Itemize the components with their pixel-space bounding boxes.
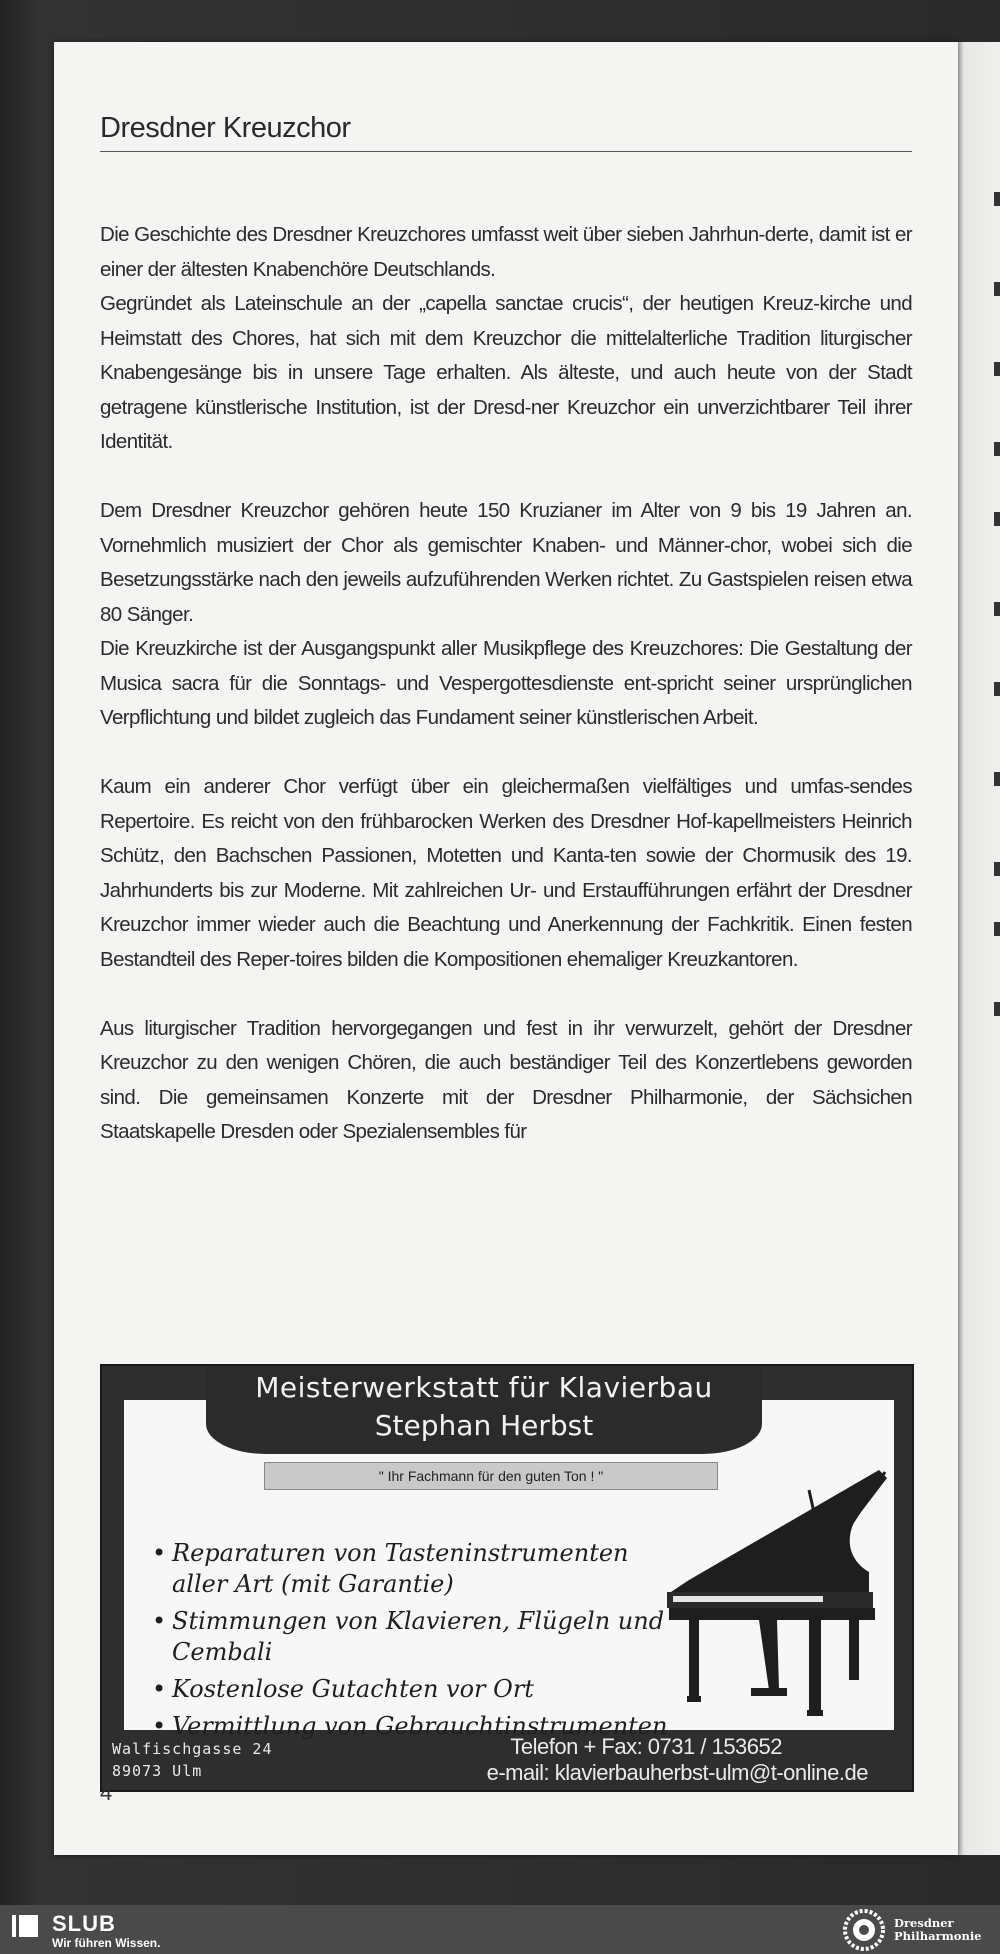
page-title: Dresdner Kreuzchor: [100, 112, 351, 144]
ad-street: Walfischgasse 24: [112, 1740, 273, 1758]
slub-name: SLUB: [52, 1911, 116, 1936]
piano-workshop-advertisement: [100, 1364, 914, 1792]
ad-phone: Telefon + Fax: 0731 / 153652: [510, 1734, 782, 1759]
grand-piano-icon: [659, 1460, 891, 1728]
ad-owner-name: Stephan Herbst: [374, 1409, 594, 1442]
paragraph: [100, 218, 912, 460]
page-number: 4: [100, 1780, 113, 1805]
paragraph: [100, 494, 912, 736]
philharmonie-name-line1: Dresdner: [894, 1916, 954, 1930]
philharmonie-emblem-icon: [840, 1908, 888, 1952]
ad-contact: [487, 1734, 868, 1786]
philharmonie-name-line2: Philharmonie: [894, 1929, 982, 1943]
paragraph-text: Die Kreuzkirche ist der Ausgangspunkt aller Musikpflege des Kreuzchores: Die Gestaltung der Musica sacra für die Sonntags- und Vespergottesdienste ent-spricht seiner ursprünglichen Verpflichtung und bildet zugleich das Fundament seiner künstlerischen Arbeit.: [100, 637, 912, 729]
document-page: [54, 42, 958, 1855]
ad-services-list: [152, 1538, 672, 1748]
paragraph-text: Gegründet als Lateinschule an der „capella sanctae crucis“, der heutigen Kreuz-kirche und Heimstatt des Chores, hat sich mit dem Kreuzchor die mittelalterliche Tradition liturgischer Knabengesänge bis in unsere Tage erhalten. Als älteste, und auch heute von der Stadt getragene künstlerische Institution, ist der Dresd-ner Kreuzchor ein unverzichtbarer Teil ihrer Identität.: [100, 292, 912, 453]
ad-service-item: • Reparaturen von Tasteninstrumenten aller Art (mit Garantie): [152, 1538, 672, 1600]
ad-title-banner: [206, 1366, 762, 1454]
ad-city: 89073 Ulm: [112, 1762, 203, 1780]
dresdner-philharmonie-logo[interactable]: [840, 1908, 1000, 1952]
paragraph-text: Kaum ein anderer Chor verfügt über ein gleichermaßen vielfältiges und umfas-sendes Repertoire. Es reicht von den frühbarocken Werken des Dresdner Hof-kapellmeisters Heinrich Schütz, den Bachschen Passionen, Motetten und Kanta-ten sowie der Chormusik des 19. Jahrhunderts bis zur Moderne. Mit zahlreichen Ur- und Erstaufführungen erfährt der Dresdner Kreuzchor immer wieder auch die Beachtung und Anerkennung der Fachkritik. Einen festen Bestandteil des Reper-toires bilden die Kompositionen ehemaliger Kreuzkantoren.: [100, 775, 912, 971]
ad-title: Meisterwerkstatt für Klavierbau: [255, 1371, 713, 1404]
page-header: [100, 112, 912, 152]
adjacent-page-edge: [958, 42, 1000, 1855]
paragraph-text: Aus liturgischer Tradition hervorgegangen und fest in ihr verwurzelt, gehört der Dresdner Kreuzchor zu den wenigen Chören, die auch beständiger Teil des Konzertlebens geworden sind. Die gemeinsamen Konzerte mit der Dresdner Philharmonie, der Sächsichen Staatskapelle Dresden oder Spezialensembles für: [100, 1016, 912, 1143]
slub-tagline: Wir führen Wissen.: [52, 1936, 161, 1950]
ad-service-item: • Vermittlung von Gebrauchtinstrumenten: [152, 1711, 672, 1742]
paragraph-text: Dem Dresdner Kreuzchor gehören heute 150 Kruzianer im Alter von 9 bis 19 Jahren an. Vornehmlich musiziert der Chor als gemischter Knaben- und Männer-chor, wobei sich die Besetzungsstärke nach den jeweils aufzuführenden Werken richtet. Zu Gastspielen reisen etwa 80 Sänger.: [100, 499, 912, 626]
article-body: [100, 218, 912, 1184]
ad-address: [112, 1738, 273, 1782]
ad-service-item: • Kostenlose Gutachten vor Ort: [152, 1674, 672, 1705]
ad-email: e-mail: klavierbauherbst-ulm@t-online.de: [486, 1760, 868, 1785]
philharmonie-name: [894, 1917, 982, 1943]
paragraph-text: Die Geschichte des Dresdner Kreuzchores umfasst weit über sieben Jahrhun-derte, damit ist er einer der ältesten Knabenchöre Deutschlands.: [100, 223, 912, 281]
ad-slogan: " Ihr Fachmann für den guten Ton ! ": [264, 1462, 718, 1490]
paragraph: [100, 1012, 912, 1150]
ad-service-item: • Stimmungen von Klavieren, Flügeln und Cembali: [152, 1606, 672, 1668]
viewer-footer-bar: [0, 1905, 1000, 1954]
slub-book-icon: [12, 1915, 40, 1937]
paragraph: [100, 770, 912, 977]
